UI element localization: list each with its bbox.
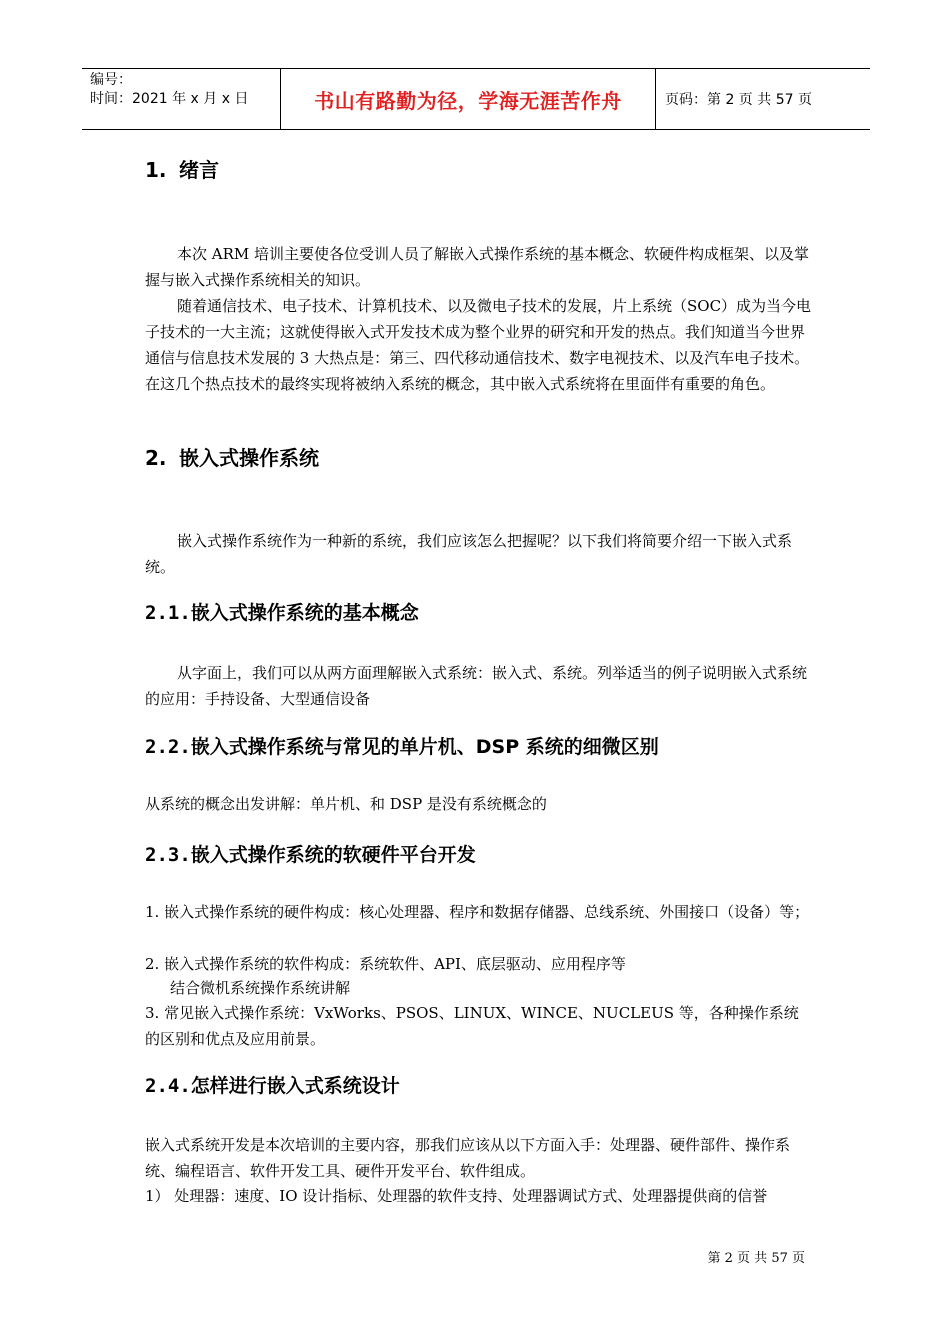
list-item: 1） 处理器：速度、IO 设计指标、处理器的软件支持、处理器调试方式、处理器提供商的信誉: [145, 1187, 768, 1205]
heading-text: 嵌入式操作系统: [179, 446, 319, 470]
heading-text: 怎样进行嵌入式系统设计: [190, 1075, 400, 1097]
heading-2: [145, 442, 319, 471]
heading-number: 2.: [145, 446, 167, 470]
motto: 书山有路勤为径，学海无涯苦作舟: [314, 88, 622, 113]
list-item-note: 结合微机系统操作系统讲解: [170, 979, 351, 997]
paragraph: 嵌入式系统开发是本次培训的主要内容，那我们应该从以下方面入手：处理器、硬件部件、操作系统、编程语言、软件开发工具、硬件开发平台、软件组成。: [145, 1136, 791, 1180]
heading-2-2: [145, 732, 659, 759]
heading-number: 2.2.: [145, 736, 191, 758]
time-label: 时间：2021 年 x 月 x 日: [90, 91, 249, 107]
heading-2-1: [145, 598, 419, 625]
heading-text: 嵌入式操作系统的基本概念: [190, 602, 419, 624]
paragraph: 本次 ARM 培训主要使各位受训人员了解嵌入式操作系统的基本概念、软硬件构成框架、以及掌握与嵌入式操作系统相关的知识。: [145, 245, 810, 289]
list-item: 2. 嵌入式操作系统的软件构成：系统软件、API、底层驱动、应用程序等: [145, 955, 626, 973]
heading-number: 2.3.: [145, 844, 191, 866]
heading-1: [145, 154, 219, 183]
heading-text: 嵌入式操作系统的软硬件平台开发: [190, 844, 476, 866]
heading-number: 2.1.: [145, 602, 191, 624]
heading-2-4: [145, 1071, 400, 1098]
header-motto-cell: [281, 69, 656, 129]
header-meta: [82, 69, 281, 129]
paragraph: 从系统的概念出发讲解：单片机、和 DSP 是没有系统概念的: [145, 795, 547, 813]
heading-number: 1.: [145, 158, 167, 182]
heading-text: 绪言: [179, 158, 219, 182]
list-item: 3. 常见嵌入式操作系统：VxWorks、PSOS、LINUX、WINCE、NUCLEUS 等，各种操作系统的区别和优点及应用前景。: [145, 1004, 799, 1048]
header-page-info: 页码：第 2 页 共 57 页: [665, 92, 812, 108]
page-footer: [0, 1247, 950, 1266]
heading-text: 嵌入式操作系统与常见的单片机、DSP 系统的细微区别: [190, 736, 659, 758]
footer-page-info: 第 2 页 共 57 页: [707, 1251, 805, 1266]
heading-number: 2.4.: [145, 1075, 191, 1097]
paragraph: 从字面上，我们可以从两方面理解嵌入式系统：嵌入式、系统。列举适当的例子说明嵌入式系统的应用：手持设备、大型通信设备: [145, 664, 808, 708]
paragraph: 随着通信技术、电子技术、计算机技术、以及微电子技术的发展，片上系统（SOC）成为当今电子技术的一大主流；这就使得嵌入式开发技术成为整个业界的研究和开发的热点。我们知道当今世界通信与信息技术发展的 3 大热点是：第三、四代移动通信技术、数字电视技术、以及汽车电子技术。在这几个热点技术的最终实现将被纳入系统的概念，其中嵌入式系统将在里面伴有重要的角色。: [145, 297, 812, 393]
heading-2-3: [145, 840, 476, 867]
number-label: 编号：: [90, 72, 132, 88]
page-header: [82, 68, 870, 130]
paragraph: 嵌入式操作系统作为一种新的系统，我们应该怎么把握呢？以下我们将简要介绍一下嵌入式系统。: [145, 532, 793, 576]
list-item: 1. 嵌入式操作系统的硬件构成：核心处理器、程序和数据存储器、总线系统、外围接口（设备）等；: [145, 903, 810, 921]
